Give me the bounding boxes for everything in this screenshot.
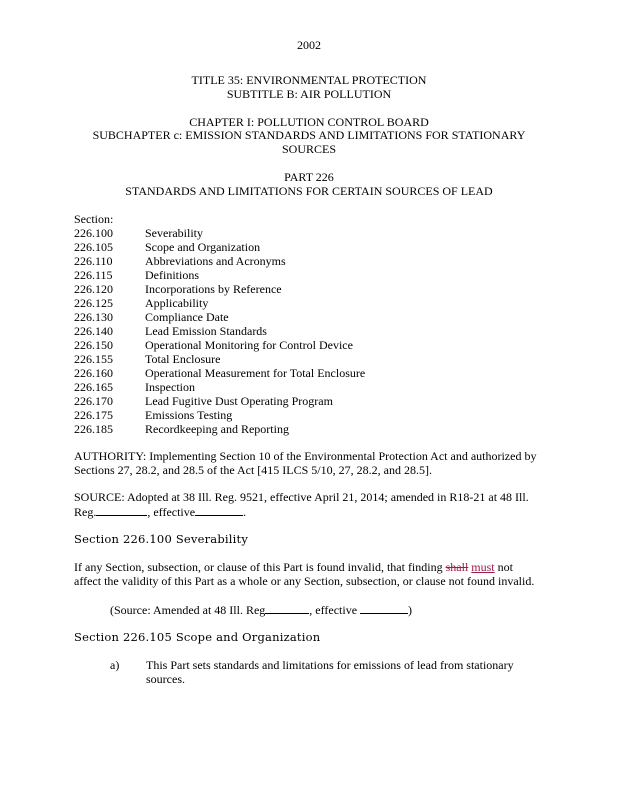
- toc-section-title: Compliance Date: [145, 310, 229, 324]
- toc-section-number: 226.170: [74, 394, 113, 408]
- toc-label: Section:: [74, 212, 114, 226]
- toc-section-number: 226.115: [74, 268, 113, 282]
- toc-section-title: Definitions: [145, 268, 199, 282]
- toc-section-title: Recordkeeping and Reporting: [145, 422, 289, 436]
- section-heading: Section 226.105 Scope and Organization: [74, 630, 321, 644]
- part-title: STANDARDS AND LIMITATIONS FOR CERTAIN SOURCES OF LEAD: [125, 184, 493, 198]
- subsection-text: This Part sets standards and limitations for emissions of lead from stationary: [146, 658, 514, 672]
- toc-section-number: 226.140: [74, 324, 113, 338]
- source-reg-label: Reg.: [74, 505, 97, 519]
- blank-line: [265, 602, 309, 614]
- toc-section-title: Severability: [145, 226, 203, 240]
- part-number: PART 226: [284, 170, 334, 184]
- source-note-continued: [74, 504, 246, 519]
- toc-section-title: Incorporations by Reference: [145, 282, 282, 296]
- toc-section-title: Lead Fugitive Dust Operating Program: [145, 394, 333, 408]
- toc-section-number: 226.185: [74, 422, 113, 436]
- toc-section-title: Emissions Testing: [145, 408, 233, 422]
- subsection-label: a): [110, 658, 120, 672]
- toc-section-number: 226.155: [74, 352, 113, 366]
- section-source-effective: , effective: [309, 603, 361, 617]
- toc-section-title: Scope and Organization: [145, 240, 261, 254]
- section-source-close: ): [408, 603, 413, 617]
- toc-section-title: Inspection: [145, 380, 195, 394]
- subtitle-line: SUBTITLE B: AIR POLLUTION: [226, 87, 392, 101]
- toc-section-number: 226.125: [74, 296, 113, 310]
- source-note: SOURCE: Adopted at 38 Ill. Reg. 9521, effective April 21, 2014; amended in R18-21 at 48 Ill.: [74, 490, 529, 504]
- severability-text-start: If any Section, subsection, or clause of this Part is found invalid, that finding: [74, 560, 446, 574]
- severability-text-continued: affect the validity of this Part as a whole or any Section, subsection, or clause not found invalid.: [74, 574, 535, 588]
- source-effective-label: , effective: [147, 505, 196, 519]
- toc-section-number: 226.105: [74, 240, 113, 254]
- toc-section-title: Lead Emission Standards: [145, 324, 267, 338]
- subchapter-line: SUBCHAPTER c: EMISSION STANDARDS AND LIMITATIONS FOR STATIONARY: [92, 128, 526, 142]
- toc-section-number: 226.165: [74, 380, 113, 394]
- toc-section-number: 226.110: [74, 254, 113, 268]
- title-line: TITLE 35: ENVIRONMENTAL PROTECTION: [191, 73, 427, 87]
- toc-section-title: Operational Monitoring for Control Device: [145, 338, 353, 352]
- toc-section-title: Abbreviations and Acronyms: [145, 254, 286, 268]
- severability-text-end: not: [494, 560, 513, 574]
- section-source-label: (Source: Amended at 48 Ill. Reg: [110, 603, 266, 617]
- blank-line: [96, 504, 147, 516]
- subchapter-line-continued: SOURCES: [281, 142, 337, 156]
- toc-section-number: 226.120: [74, 282, 113, 296]
- page-number: 2002: [297, 38, 321, 52]
- toc-section-number: 226.160: [74, 366, 113, 380]
- toc-section-title: Operational Measurement for Total Enclosure: [145, 366, 366, 380]
- toc-section-title: Total Enclosure: [145, 352, 221, 366]
- source-period: .: [243, 505, 247, 519]
- subsection-text-continued: sources.: [146, 672, 185, 686]
- toc-section-number: 226.150: [74, 338, 113, 352]
- section-source-note: [110, 602, 412, 617]
- severability-text: [74, 560, 513, 574]
- section-heading: Section 226.100 Severability: [74, 532, 249, 546]
- toc-section-number: 226.130: [74, 310, 113, 324]
- inserted-text: must: [471, 560, 495, 574]
- blank-line: [360, 602, 408, 614]
- blank-line: [195, 504, 243, 516]
- toc-section-title: Applicability: [145, 296, 209, 310]
- authority-line: AUTHORITY: Implementing Section 10 of the Environmental Protection Act and authorized by: [74, 449, 537, 463]
- deleted-text: shall: [445, 560, 469, 574]
- toc-section-number: 226.100: [74, 226, 113, 240]
- chapter-line: CHAPTER I: POLLUTION CONTROL BOARD: [189, 115, 429, 129]
- toc-section-number: 226.175: [74, 408, 113, 422]
- authority-line-continued: Sections 27, 28.2, and 28.5 of the Act [415 ILCS 5/10, 27, 28.2, and 28.5].: [74, 463, 432, 477]
